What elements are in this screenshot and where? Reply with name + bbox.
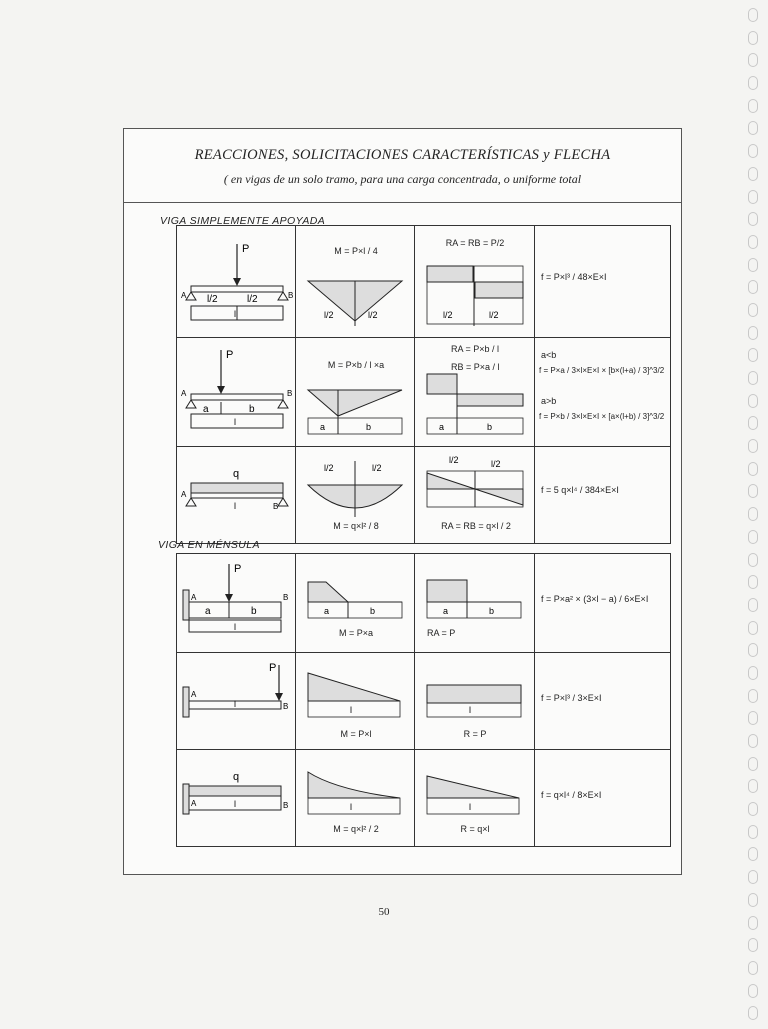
load-label: P [242,243,250,255]
span-label: l [350,705,352,715]
deflection-cell [535,226,671,338]
deflection-cell [535,554,671,653]
segment-label: a [203,404,209,415]
support-a-label: A [191,799,197,808]
segment-label: b [249,404,255,415]
table-row [177,226,671,338]
segment-label: l/2 [207,294,218,305]
segment-label: b [489,606,495,616]
support-a-label: A [181,490,187,499]
moment-diagram-cell [296,750,415,847]
beam-diagram [177,226,295,337]
segment-label: l/2 [449,455,459,465]
beam-diagram [177,338,295,446]
segment-label: b [487,422,493,432]
segment-label: b [251,606,257,617]
reaction-formula: RA = P [427,628,456,638]
segment-label: l/2 [324,463,334,473]
segment-label: a [205,606,211,617]
moment-formula: M = P×l [340,729,372,739]
shear-diagram [415,338,534,446]
segment-label: a [320,422,326,432]
table-row [177,554,671,653]
segment-label: l/2 [247,294,258,305]
deflection-cell [535,750,671,847]
segment-label: b [366,422,372,432]
support-b-label: B [273,502,279,511]
deflection-formula: f = P×a / 3×l×E×I × [b×(l+a) / 3]^3/2 [539,366,665,375]
simple-beam-table [176,225,671,544]
load-label: q [233,771,240,783]
reaction-formula: R = q×l [460,824,490,834]
load-diagram-cell [177,226,296,338]
segment-label: a [443,606,449,616]
moment-diagram-cell [296,447,415,544]
moment-diagram-cell [296,554,415,653]
reaction-b-formula: RB = P×a / l [451,362,500,372]
load-label: P [226,349,234,361]
condition-label: a<b [541,350,557,360]
shear-diagram-cell [415,653,535,750]
reaction-formula: RA = RB = P/2 [445,238,505,248]
segment-label: l/2 [443,310,453,320]
segment-label: l/2 [368,310,378,320]
moment-formula: M = q×l² / 8 [333,521,379,531]
segment-label: l/2 [489,310,499,320]
table-sheet [123,128,682,875]
shear-diagram-cell [415,554,535,653]
moment-diagram [296,226,414,337]
span-label: l [234,501,236,511]
deflection-formula: f = P×l³ / 3×E×I [541,693,602,703]
shear-diagram-cell [415,338,535,447]
load-diagram-cell [177,750,296,847]
load-diagram-cell [177,447,296,544]
beam-diagram [177,750,295,846]
moment-diagram-cell [296,226,415,338]
beam-diagram [177,653,295,749]
shear-diagram-cell [415,447,535,544]
moment-diagram-cell [296,653,415,750]
support-b-label: B [288,291,294,300]
deflection-formula: f = q×l⁴ / 8×E×I [541,790,602,800]
segment-label: a [324,606,330,616]
shear-diagram-cell [415,226,535,338]
table-header [124,129,681,203]
support-b-label: B [283,702,289,711]
segment-label: a [439,422,445,432]
support-a-label: A [191,593,197,602]
span-label: l [350,802,352,812]
cantilever-beam-table [176,553,671,847]
deflection-cell [535,338,671,447]
page-number: 50 [378,906,390,918]
shear-diagram-cell [415,750,535,847]
support-a-label: A [181,291,187,300]
deflection-formula: f = P×b / 3×l×E×I × [a×(l+b) / 3]^3/2 [539,412,665,421]
table-row [177,653,671,750]
moment-formula: M = q×l² / 2 [333,824,379,834]
table-row [177,447,671,544]
deflection-formula: f = P×l³ / 48×E×I [541,272,607,282]
span-label: l [234,622,236,632]
segment-label: b [370,606,376,616]
load-diagram-cell [177,653,296,750]
support-b-label: B [283,593,289,602]
span-label: l [469,705,471,715]
moment-formula: M = P×l / 4 [334,246,378,256]
deflection-cell [535,447,671,544]
support-a-label: A [181,389,187,398]
load-diagram-cell [177,338,296,447]
reaction-formula: R = P [463,729,487,739]
deflection-formula: f = P×a² × (3×l − a) / 6×E×I [541,594,649,604]
page-subtitle: ( en vigas de un solo tramo, para una carga concentrada, o uniforme total [223,172,582,186]
support-b-label: B [287,389,293,398]
beam-diagram [177,554,295,652]
load-label: P [234,563,242,575]
deflection-cell [535,653,671,750]
span-label: l [234,799,236,809]
moment-formula: M = P×b / l ×a [327,360,385,370]
page-title: REACCIONES, SOLICITACIONES CARACTERÍSTICAS y FLECHA [194,147,611,163]
table-row [177,338,671,447]
span-label: l [234,699,236,709]
table-row [177,750,671,847]
span-label: l [469,802,471,812]
section-label-cantilever: VIGA EN MÉNSULA [158,539,260,551]
load-diagram-cell [177,554,296,653]
reaction-formula: RA = RB = q×l / 2 [441,521,511,531]
condition-label: a>b [541,396,557,406]
binding-rings [748,8,762,1029]
moment-diagram-cell [296,338,415,447]
support-a-label: A [191,690,197,699]
beam-diagram [177,447,295,543]
reaction-a-formula: RA = P×b / l [451,344,500,354]
span-label: l [234,309,236,319]
section-label-simple: VIGA SIMPLEMENTE APOYADA [160,215,326,227]
span-label: l [234,417,236,427]
segment-label: l/2 [324,310,334,320]
moment-diagram [296,338,414,446]
segment-label: l/2 [491,459,501,469]
load-label: P [269,662,277,674]
load-label: q [233,468,240,480]
moment-formula: M = P×a [338,628,374,638]
segment-label: l/2 [372,463,382,473]
deflection-formula: f = 5 q×l⁴ / 384×E×I [541,485,619,495]
support-b-label: B [283,801,289,810]
